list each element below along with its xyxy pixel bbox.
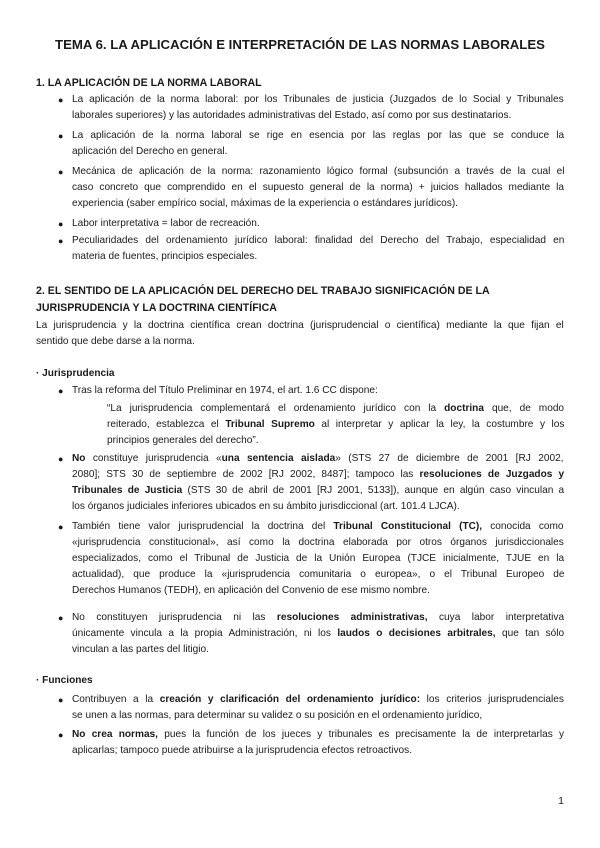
jurisprudencia-bullet3-line4: actualidad), que produce la «jurisprudencia comunitaria o europea», o el Tribunal Europeo de xyxy=(72,569,565,580)
section2-heading-line1: 2. EL SENTIDO DE LA APLICACIÓN DEL DERECHO DEL TRABAJO SIGNIFICACIÓN DE LA xyxy=(36,285,490,297)
funciones-bullet1-line1: Contribuyen a la creación y clarificación del ordenamiento jurídico: los criterios jurisprudenciales xyxy=(72,694,564,705)
jurisprudencia-bullet4-line3: vinculan a las partes del litigio. xyxy=(72,644,209,655)
jurisprudencia-bullet2-line4: los órganos judiciales inferiores ubicados en su ámbito jurisdiccional (art. 101.4 LJCA). xyxy=(72,501,460,512)
section1-bullet-1-line-1: La aplicación de la norma laboral: por los Tribunales de justicia (Juzgados de lo Social y Tribunales xyxy=(72,94,564,105)
jurisprudencia-bullet2-line1: No constituye jurisprudencia «una sentencia aislada» (STS 27 de diciembre de 2001 [RJ 2002, xyxy=(72,453,564,464)
funciones-bullet1-line2: se unen a las normas, para determinar su validez o su posición en el ordenamiento jurídico, xyxy=(72,710,483,721)
section1-bullet-5-line-1: Peculiaridades del ordenamiento jurídico laboral: finalidad del Derecho del Trabajo, especialidad en xyxy=(72,235,565,246)
bullet-icon: ● xyxy=(58,236,64,246)
bullet-icon: ● xyxy=(58,131,64,141)
quote-line1: “La jurisprudencia complementará el ordenamiento jurídico con la doctrina que, de modo xyxy=(107,403,565,414)
jurisprudencia-bullet4-line2: únicamente vincula a la propia Administración, ni los laudos o decisiones arbitrales, que tan sólo xyxy=(72,628,565,639)
section1-bullet-3-line-3: experiencia (saber empírico social, máximas de la experiencia o estándares jurídicos). xyxy=(72,198,458,209)
section1-bullet-3-line-1: Mecánica de aplicación de la norma: razonamiento lógico formal (subsunción a través de la cual el xyxy=(72,166,565,177)
page-title: TEMA 6. LA APLICACIÓN E INTERPRETACIÓN DE LAS NORMAS LABORALES xyxy=(55,37,545,52)
quote-line2: reiterado, establezca el Tribunal Supremo al interpretar y aplicar la ley, la costumbre y los xyxy=(107,419,565,430)
funciones-label: · Funciones xyxy=(36,675,93,686)
jurisprudencia-bullet3-line5: Derechos Humanos (TEDH), en aplicación del Convenio de ese mismo nombre. xyxy=(72,585,430,596)
bullet-icon: ● xyxy=(58,613,64,623)
section1-bullet-2-line-1: La aplicación de la norma laboral se rige en esencia por las reglas por las que se conduce la xyxy=(72,130,565,141)
jurisprudencia-bullet1: Tras la reforma del Título Preliminar en 1974, el art. 1.6 CC dispone: xyxy=(72,385,378,396)
bullet-icon: ● xyxy=(58,522,64,532)
section1-heading: 1. LA APLICACIÓN DE LA NORMA LABORAL xyxy=(36,77,262,89)
section2-intro-line1: La jurisprudencia y la doctrina científica crean doctrina (jurisprudencial o científica) mediante la que fijan el xyxy=(36,320,564,331)
jurisprudencia-label: · Jurisprudencia xyxy=(36,368,115,379)
bullet-icon: ● xyxy=(58,219,64,229)
bullet-icon: ● xyxy=(58,695,64,705)
jurisprudencia-bullet4-line1: No constituyen jurisprudencia ni las resoluciones administrativas, cuya labor interpretativa xyxy=(72,612,565,623)
jurisprudencia-bullet2-line3: Tribunales de Justicia (STS 30 de abril de 2001 [RJ 2001, 5133]), aunque en algún caso vinculan a xyxy=(72,485,565,496)
jurisprudencia-bullet3-line2: «jurisprudencia constitucional», así como la doctrina elaborada por otros órganos jurisdiccionales xyxy=(72,537,564,548)
jurisprudencia-bullet3-line1: También tiene valor jurisprudencial la doctrina del Tribunal Constitucional (TC), conocida como xyxy=(72,521,564,532)
jurisprudencia-bullet3-line3: especializados, como el Tribunal de Justicia de la Unión Europea (TJCE inicialmente, TJUE en la xyxy=(72,553,565,564)
quote-line3: principios generales del derecho”. xyxy=(107,435,259,446)
bullet-icon: ● xyxy=(58,95,64,105)
jurisprudencia-bullet2-line2: 2080]; STS 30 de septiembre de 2002 [RJ 2002, 8487]; tampoco las resoluciones de Juzgados y xyxy=(72,469,565,480)
funciones-bullet2-line2: aplicarlas; tampoco puede atribuirse a la jurisprudencia efectos retroactivos. xyxy=(72,745,412,756)
bullet-icon: ● xyxy=(58,730,64,740)
section2-intro-line2: sentido que debe darse a la norma. xyxy=(36,336,195,347)
section1-bullet-4-line-1: Labor interpretativa = labor de recreación. xyxy=(72,218,260,229)
section1-bullet-3-line-2: caso concreto que comprendido en el supuesto general de la norma) + juicios hallados mediante la xyxy=(72,182,564,193)
page-number: 1 xyxy=(558,795,564,807)
section1-bullet-2-line-2: aplicación del Derecho en general. xyxy=(72,146,228,157)
bullet-icon: ● xyxy=(58,454,64,464)
funciones-bullet2-line1: No crea normas, pues la función de los jueces y tribunales es precisamente la de interpretarlas y xyxy=(72,729,565,740)
section1-bullet-1-line-2: laborales superiores) y las autoridades administrativas del Estado, así como por sus destinatarios. xyxy=(72,110,512,121)
section2-heading-line2: JURISPRUDENCIA Y LA DOCTRINA CIENTÍFICA xyxy=(36,302,277,314)
bullet-icon: ● xyxy=(58,167,64,177)
section1-bullet-5-line-2: materia de fuentes, principios especiales. xyxy=(72,251,258,262)
bullet-icon: ● xyxy=(58,386,64,396)
